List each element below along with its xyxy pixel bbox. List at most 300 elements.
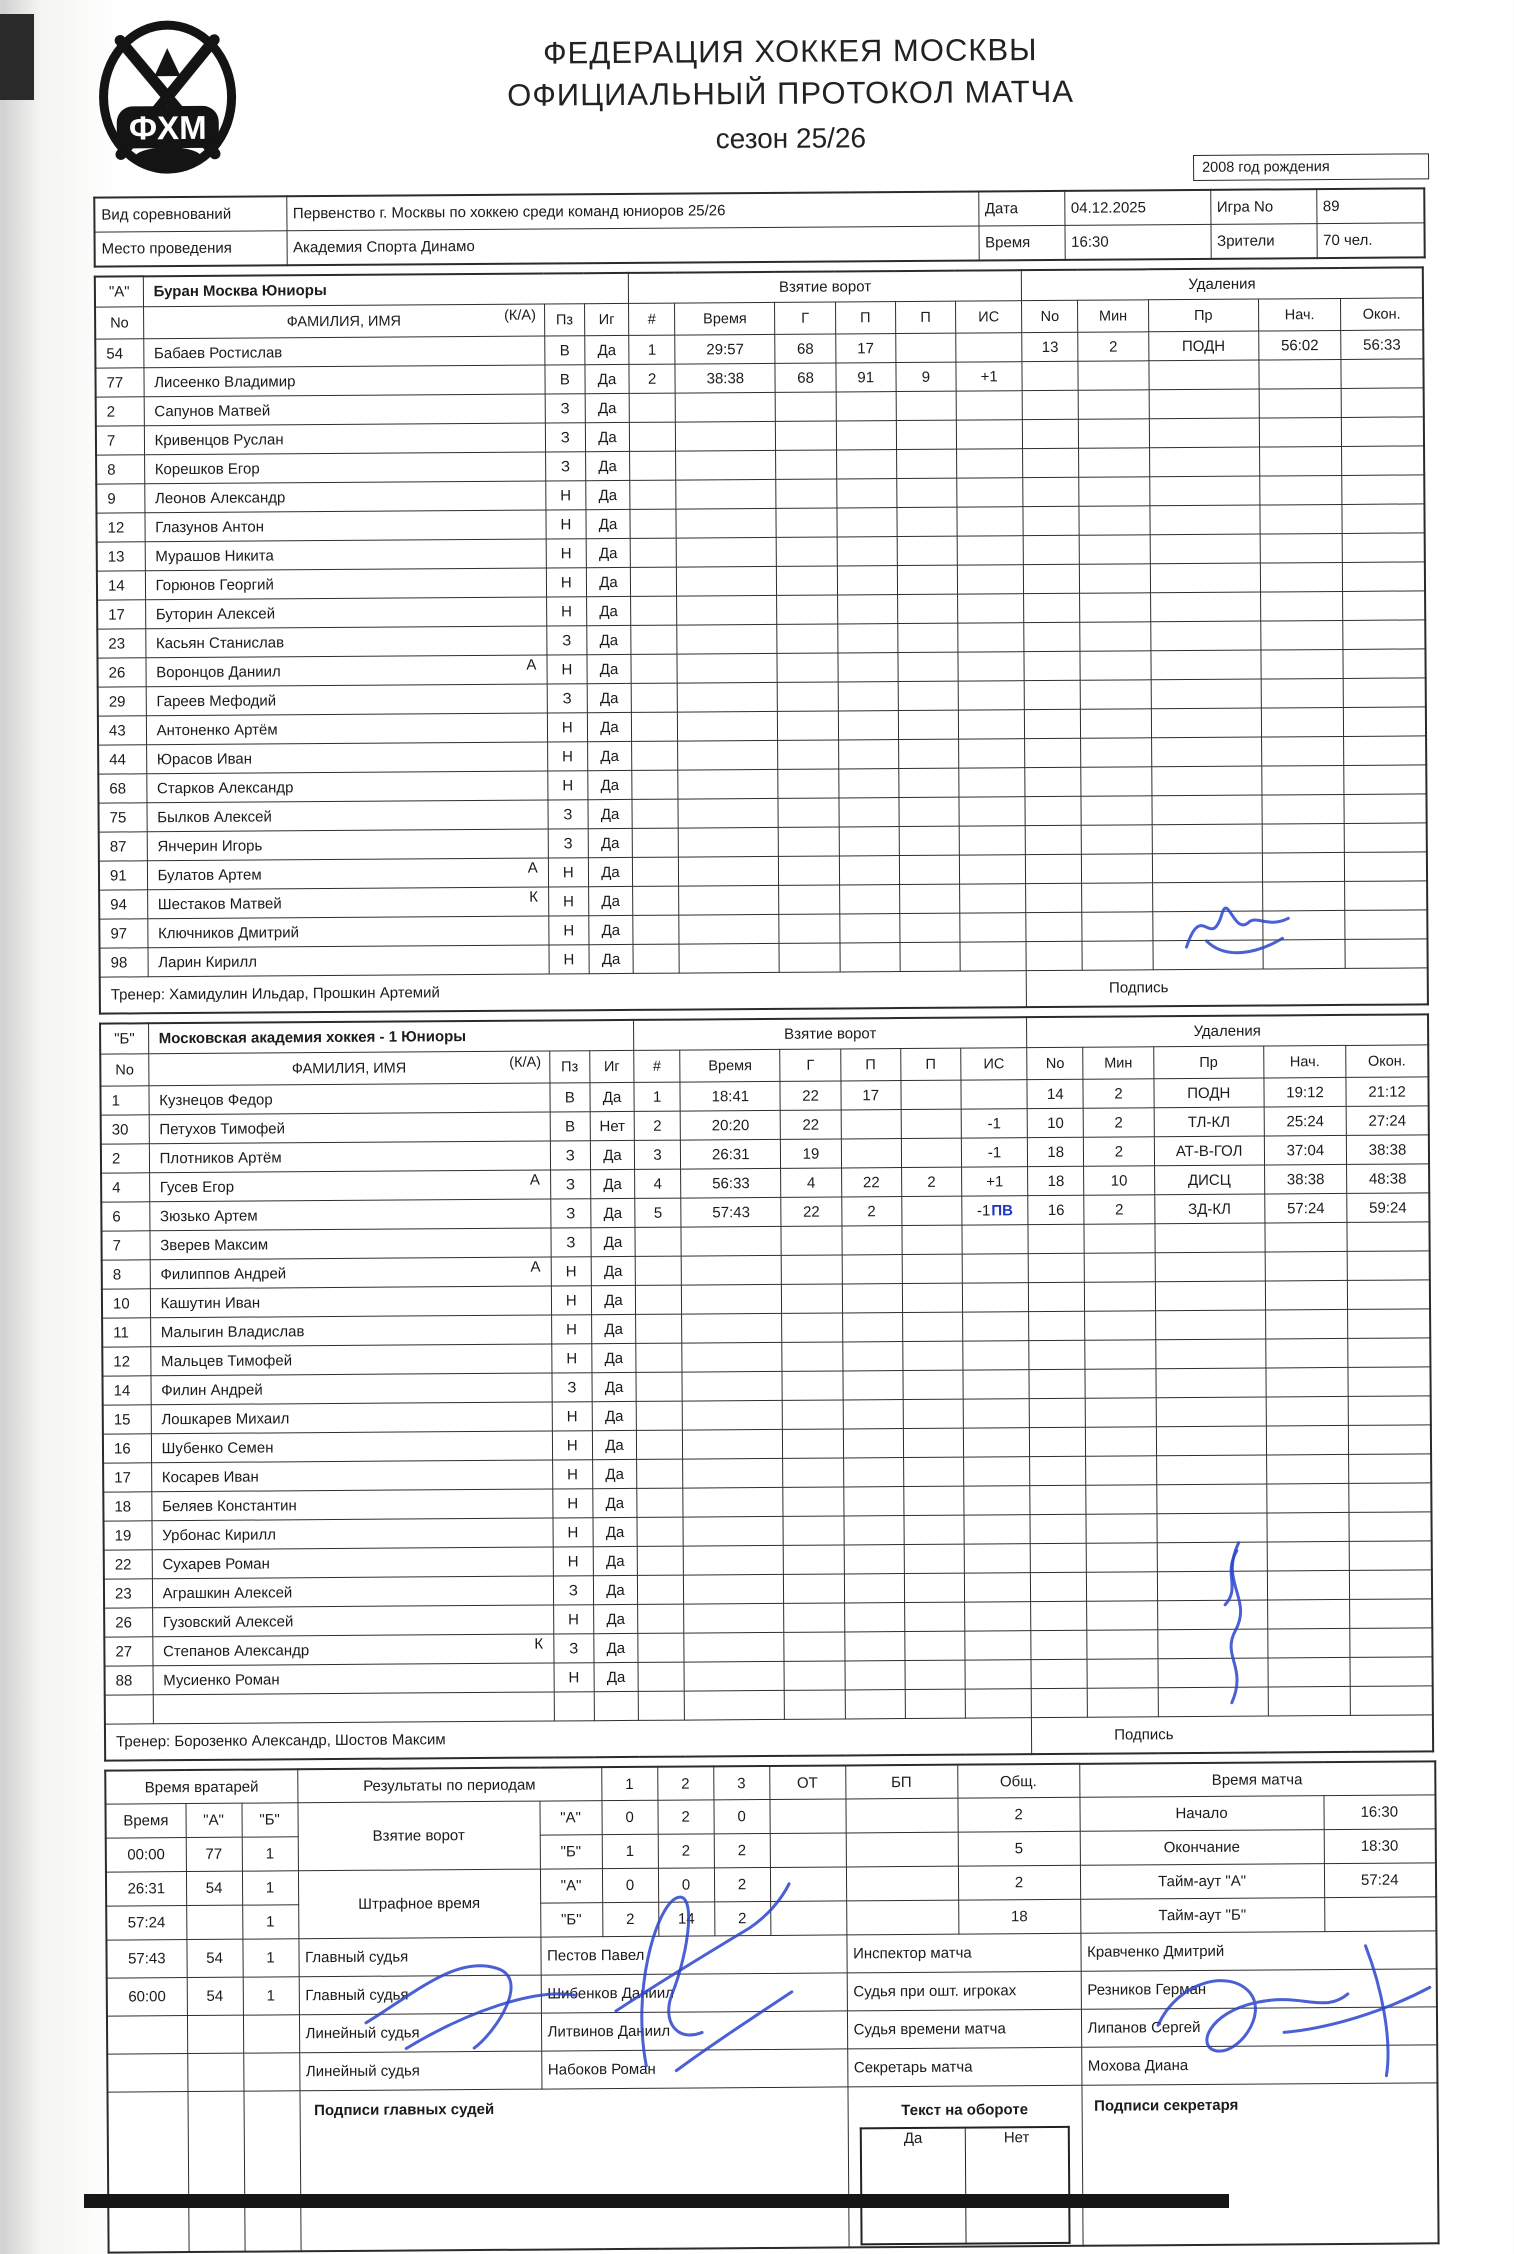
goalie-time-cell: 1 xyxy=(242,1871,298,1905)
goal-time xyxy=(683,1545,783,1575)
player-name-text: Гареев Мефодий xyxy=(156,691,277,710)
player-position: В xyxy=(545,336,585,365)
player-position: Н xyxy=(548,887,588,916)
goal-is xyxy=(963,1370,1029,1399)
official-name: Пестов Павел xyxy=(540,1935,846,1975)
pen-no: 18 xyxy=(1028,1166,1084,1195)
player-played: Да xyxy=(593,1604,637,1633)
player-position: В xyxy=(550,1083,590,1112)
goal-n xyxy=(633,944,679,973)
captain-letter: А xyxy=(527,859,538,877)
no-col-header: No xyxy=(95,307,143,339)
player-name-text: Лисеенко Владимир xyxy=(154,372,296,391)
goalie-time-cell: 77 xyxy=(186,1837,242,1871)
player-name-text: Корешков Егор xyxy=(154,460,260,478)
goal-is xyxy=(962,1283,1028,1312)
player-name xyxy=(149,1199,550,1231)
player-name-text: Юрасов Иван xyxy=(156,750,253,768)
pen-type xyxy=(1157,1542,1268,1572)
goal-time xyxy=(678,769,778,799)
player-name-text: Шестаков Матвей xyxy=(157,894,282,913)
goal-n xyxy=(633,915,679,944)
player-name xyxy=(150,1286,551,1318)
pen-type: ДИСЦ xyxy=(1154,1165,1265,1195)
player-position: Н xyxy=(547,742,587,771)
player-position: Н xyxy=(549,916,589,945)
pen-start xyxy=(1262,823,1344,853)
goal-is xyxy=(957,478,1023,507)
name-col-header xyxy=(143,304,544,339)
player-position: Н xyxy=(546,510,586,539)
player-no: 4 xyxy=(101,1173,149,1202)
player-no: 88 xyxy=(105,1666,153,1695)
player-played: Да xyxy=(587,683,631,712)
player-played: Да xyxy=(588,886,632,915)
goal-is xyxy=(965,1689,1031,1718)
goal-n xyxy=(632,741,678,770)
player-played: Да xyxy=(590,1082,634,1111)
goal-time xyxy=(676,508,776,538)
goal-is: +1 xyxy=(962,1167,1028,1196)
goal-is xyxy=(959,826,1025,855)
pen-no xyxy=(1029,1340,1085,1369)
player-no: 97 xyxy=(99,919,147,948)
player-name-text: Мусиенко Роман xyxy=(163,1670,280,1689)
pen-no xyxy=(1031,1601,1087,1630)
pen-start xyxy=(1259,446,1341,476)
pen-start xyxy=(1260,562,1342,592)
pen-min xyxy=(1087,1630,1157,1659)
player-position: Н xyxy=(551,1315,591,1344)
player-no: 12 xyxy=(102,1347,150,1376)
pen-no xyxy=(1024,593,1080,622)
period-value-cell xyxy=(770,1867,846,1902)
player-no: 29 xyxy=(98,687,146,716)
pen-min xyxy=(1086,1398,1156,1427)
player-position: Н xyxy=(552,1344,592,1373)
pen-min: 10 xyxy=(1084,1166,1154,1195)
player-no: 98 xyxy=(100,948,148,977)
player-name xyxy=(152,1518,553,1550)
goal-no-header: # xyxy=(629,303,675,335)
pen-type xyxy=(1155,1223,1266,1253)
period-value-cell xyxy=(845,1798,957,1833)
pen-no xyxy=(1025,796,1081,825)
player-position: З xyxy=(551,1199,591,1228)
player-position: З xyxy=(545,452,585,481)
goal-time xyxy=(676,479,776,509)
player-name-text: Петухов Тимофей xyxy=(159,1119,286,1138)
goal-assist2 xyxy=(897,594,957,623)
team-b-table xyxy=(99,1013,1434,1761)
player-name-text: Ключников Дмитрий xyxy=(157,923,300,942)
goal-n xyxy=(632,770,678,799)
goal-scorer xyxy=(784,1632,844,1661)
goal-assist1 xyxy=(844,1516,904,1545)
goal-scorer xyxy=(777,653,837,682)
goal-assist2 xyxy=(898,681,958,710)
pen-end xyxy=(1344,823,1427,853)
pen-no xyxy=(1029,1282,1085,1311)
goal-is xyxy=(964,1573,1030,1602)
player-name xyxy=(153,1692,554,1724)
goalie-time-cell: 60:00 xyxy=(107,1978,187,2017)
goal-scorer: 19 xyxy=(781,1139,841,1168)
goal-assist1 xyxy=(841,1110,901,1139)
player-no: 11 xyxy=(102,1318,150,1347)
signature-cell xyxy=(1032,1715,1434,1754)
goal-assist1 xyxy=(836,450,896,479)
goal-scorer xyxy=(784,1574,844,1603)
goal-is xyxy=(960,913,1026,942)
player-name-text: Бабаев Ростислав xyxy=(153,343,283,362)
player-played: Да xyxy=(593,1517,637,1546)
goal-scorer xyxy=(779,856,839,885)
pen-no xyxy=(1024,622,1080,651)
goal-assist1: 17 xyxy=(835,334,895,363)
goal-is xyxy=(956,333,1022,362)
goal-assist1 xyxy=(844,1545,904,1574)
period-value-cell: 0 xyxy=(602,1868,658,1902)
secretary-signature-label: Подписи секретаря xyxy=(1094,2096,1239,2115)
period-value-cell: 1 xyxy=(602,1834,658,1868)
goalie-time-cell: 1 xyxy=(242,1837,298,1871)
assist2-header: П xyxy=(895,301,955,333)
player-name xyxy=(148,945,549,977)
spectators-label: Зрители xyxy=(1210,224,1316,259)
player-no: 7 xyxy=(96,426,144,455)
goal-n xyxy=(630,480,676,509)
player-position: Н xyxy=(553,1489,593,1518)
goal-time: 57:43 xyxy=(681,1197,781,1227)
player-played: Да xyxy=(588,857,632,886)
pen-end: 48:38 xyxy=(1347,1164,1430,1194)
goal-n xyxy=(636,1343,682,1372)
periods-goals-label: Взятие ворот xyxy=(297,1801,539,1871)
goalie-time-cell: 57:43 xyxy=(106,1940,186,1979)
goal-time xyxy=(678,711,778,741)
pen-type xyxy=(1151,679,1262,709)
goal-n xyxy=(631,683,677,712)
player-position: В xyxy=(545,365,585,394)
player-no: 15 xyxy=(103,1405,151,1434)
pen-no xyxy=(1026,854,1082,883)
pen-end xyxy=(1345,939,1428,969)
player-name-text: Сапунов Матвей xyxy=(154,401,271,420)
player-position: Н xyxy=(546,481,586,510)
pen-start xyxy=(1266,1338,1348,1368)
goal-assist2 xyxy=(904,1573,964,1602)
goal-is xyxy=(962,1254,1028,1283)
player-position: Н xyxy=(546,597,586,626)
player-name xyxy=(147,829,548,861)
ig-col-header: Иг xyxy=(590,1050,634,1082)
player-played: Да xyxy=(585,393,629,422)
pen-start: 38:38 xyxy=(1264,1164,1346,1194)
goalie-col-header: "А" xyxy=(185,1803,241,1837)
goal-time xyxy=(679,914,779,944)
goal-is xyxy=(958,652,1024,681)
player-name xyxy=(151,1460,552,1492)
captain-letter: К xyxy=(534,1635,544,1653)
goal-scorer xyxy=(778,740,838,769)
goal-scorer: 4 xyxy=(781,1168,841,1197)
pen-type xyxy=(1151,737,1262,767)
period-value-cell: 5 xyxy=(958,1831,1080,1866)
goal-assist1 xyxy=(844,1603,904,1632)
pen-start xyxy=(1265,1222,1347,1252)
player-name-text: Ларин Кирилл xyxy=(158,953,257,971)
period-team-cell: "Б" xyxy=(540,1835,602,1869)
official-name: Набоков Роман xyxy=(541,2049,847,2089)
goal-assist2 xyxy=(897,507,957,536)
pen-no: 18 xyxy=(1028,1137,1084,1166)
document-header xyxy=(92,9,1429,176)
player-no: 19 xyxy=(104,1521,152,1550)
period-value-cell: 0 xyxy=(601,1800,657,1834)
pen-min xyxy=(1080,535,1150,564)
goal-assist1 xyxy=(843,1371,903,1400)
pen-min-header: Мин xyxy=(1083,1047,1153,1079)
player-name xyxy=(151,1402,552,1434)
goal-time xyxy=(676,450,776,480)
player-no: 14 xyxy=(97,571,145,600)
goalie-time-cell xyxy=(107,2016,187,2055)
goal-time xyxy=(684,1603,784,1633)
goal-scorer xyxy=(776,421,836,450)
goal-n xyxy=(638,1691,684,1720)
goal-is xyxy=(959,855,1025,884)
period-col-header: БП xyxy=(845,1765,957,1799)
official-name-right: Кравченко Дмитрий xyxy=(1080,1931,1436,1971)
player-name-text: Воронцов Даниил xyxy=(156,662,281,681)
goal-scorer xyxy=(783,1516,843,1545)
page-title: ФЕДЕРАЦИЯ ХОККЕЯ МОСКВЫ xyxy=(542,32,1038,71)
player-played: Да xyxy=(594,1633,638,1662)
player-name xyxy=(152,1576,553,1608)
goal-assist1 xyxy=(838,769,898,798)
goal-is xyxy=(958,623,1024,652)
goal-time xyxy=(678,798,778,828)
is-header: ИС xyxy=(961,1048,1027,1080)
goal-is xyxy=(958,710,1024,739)
goal-is xyxy=(958,681,1024,710)
reverse-text-label: Текст на обороте xyxy=(901,2101,1029,2120)
pen-no xyxy=(1024,680,1080,709)
player-name xyxy=(152,1634,553,1666)
pen-min xyxy=(1081,738,1151,767)
player-name-text: Кузнецов Федор xyxy=(159,1090,273,1109)
goal-assist1 xyxy=(836,421,896,450)
pen-min xyxy=(1078,361,1148,390)
ig-col-header: Иг xyxy=(584,303,628,335)
pen-min xyxy=(1085,1282,1155,1311)
player-name-text: Буторин Алексей xyxy=(155,604,276,623)
pen-no xyxy=(1026,883,1082,912)
goal-assist2 xyxy=(903,1399,963,1428)
goal-assist2 xyxy=(899,768,959,797)
player-played: Да xyxy=(592,1430,636,1459)
pen-no xyxy=(1023,448,1079,477)
goal-n: 5 xyxy=(635,1198,681,1227)
period-value-cell: 2 xyxy=(714,1867,770,1901)
pen-min xyxy=(1087,1572,1157,1601)
pen-min xyxy=(1086,1514,1156,1543)
pen-type xyxy=(1152,882,1263,912)
match-time-value: 16:30 xyxy=(1323,1795,1435,1830)
goal-time xyxy=(684,1574,784,1604)
pen-start-header: Нач. xyxy=(1264,1045,1346,1078)
player-no: 30 xyxy=(101,1115,149,1144)
player-position: Н xyxy=(546,568,586,597)
pen-end xyxy=(1343,707,1426,737)
player-position: Н xyxy=(548,771,588,800)
period-value-cell: 2 xyxy=(657,1800,713,1834)
scan-bottom-artifact xyxy=(84,2194,1229,2208)
goal-n: 3 xyxy=(634,1140,680,1169)
goal-time xyxy=(676,421,776,451)
goal-scorer xyxy=(778,798,838,827)
goal-scorer xyxy=(782,1371,842,1400)
player-position: З xyxy=(548,829,588,858)
pen-type: ТЛ-КЛ xyxy=(1154,1107,1265,1137)
goal-is: -1 xyxy=(961,1138,1027,1167)
goal-n xyxy=(635,1227,681,1256)
pen-type xyxy=(1156,1455,1267,1485)
period-col-header: Общ. xyxy=(957,1764,1079,1798)
pen-start xyxy=(1267,1599,1349,1629)
goal-assist1 xyxy=(844,1632,904,1661)
logo-text: ФХМ xyxy=(128,108,207,147)
player-no: 8 xyxy=(96,455,144,484)
official-name-right: Резников Герман xyxy=(1081,1969,1437,2009)
pen-min xyxy=(1078,390,1148,419)
goal-time xyxy=(683,1487,783,1517)
pen-no-header: No xyxy=(1022,300,1078,332)
team-a-table xyxy=(94,266,1429,1014)
period-value-cell: 2 xyxy=(658,1834,714,1868)
pen-start: 56:02 xyxy=(1259,330,1341,360)
pen-type xyxy=(1149,447,1260,477)
pen-end xyxy=(1341,417,1424,447)
goal-scorer-header: Г xyxy=(775,302,835,334)
team-name: Буран Москва Юниоры xyxy=(143,273,629,307)
official-role: Главный судья xyxy=(299,1975,541,2015)
player-position: Н xyxy=(548,858,588,887)
official-role-right: Судья времени матча xyxy=(847,2009,1081,2049)
pen-min: 2 xyxy=(1078,332,1148,361)
player-played: Да xyxy=(591,1256,635,1285)
pen-type xyxy=(1152,853,1263,883)
goal-assist2: 9 xyxy=(896,362,956,391)
goal-n xyxy=(638,1662,684,1691)
pen-type-header: Пр xyxy=(1153,1046,1264,1079)
goal-time xyxy=(675,392,775,422)
pen-no xyxy=(1030,1456,1086,1485)
goal-scorer xyxy=(779,827,839,856)
pen-start xyxy=(1260,533,1342,563)
pen-no xyxy=(1026,912,1082,941)
goal-time xyxy=(682,1284,782,1314)
goal-assist1 xyxy=(838,740,898,769)
goal-assist1 xyxy=(842,1342,902,1371)
pen-end xyxy=(1343,678,1426,708)
judges-signatures-cell xyxy=(300,2087,849,2251)
player-name xyxy=(146,742,547,774)
period-value-cell: 2 xyxy=(714,1901,770,1935)
player-no: 44 xyxy=(98,745,146,774)
goal-scorer: 22 xyxy=(781,1110,841,1139)
player-played: Да xyxy=(592,1459,636,1488)
pen-start xyxy=(1260,591,1342,621)
match-time-label: Тайм-аут "А" xyxy=(1080,1864,1324,1900)
pen-start xyxy=(1267,1483,1349,1513)
player-name xyxy=(145,626,546,658)
player-no: 91 xyxy=(99,861,147,890)
pen-no: 16 xyxy=(1028,1195,1084,1224)
pz-col-header: Пз xyxy=(550,1051,590,1083)
goal-scorer xyxy=(785,1690,845,1719)
pen-start xyxy=(1266,1396,1348,1426)
goal-time xyxy=(677,595,777,625)
player-name xyxy=(146,771,547,803)
pen-no xyxy=(1023,506,1079,535)
goal-time: 26:31 xyxy=(681,1139,781,1169)
pen-type xyxy=(1155,1339,1266,1369)
period-team-cell: "А" xyxy=(540,1869,602,1903)
pen-end xyxy=(1343,620,1426,650)
scan-corner-artifact xyxy=(0,14,34,100)
goal-time xyxy=(677,682,777,712)
goal-n xyxy=(633,886,679,915)
pen-start xyxy=(1266,1367,1348,1397)
match-time-value: 57:24 xyxy=(1324,1863,1436,1898)
goal-assist1 xyxy=(837,508,897,537)
pen-start xyxy=(1263,910,1345,940)
player-name-text: Кашутин Иван xyxy=(160,1294,261,1312)
goal-time: 56:33 xyxy=(681,1168,781,1198)
player-name-text: Филин Андрей xyxy=(161,1381,263,1399)
penalties-section-title: Удаления xyxy=(1021,267,1422,300)
player-name-text: Беляев Константин xyxy=(161,1496,297,1515)
official-name: Шибенков Даниил xyxy=(541,1973,847,2013)
goal-n xyxy=(636,1430,682,1459)
goal-assist2 xyxy=(902,1225,962,1254)
goal-n xyxy=(638,1604,684,1633)
player-name-text: Антоненко Артём xyxy=(156,720,278,739)
pen-start xyxy=(1267,1570,1349,1600)
player-name-text: Гусев Егор xyxy=(159,1178,235,1196)
goal-assist1 xyxy=(840,943,900,972)
player-name xyxy=(145,510,546,542)
player-played: Да xyxy=(585,451,629,480)
pen-type xyxy=(1149,389,1260,419)
goal-n xyxy=(635,1285,681,1314)
pen-type xyxy=(1150,534,1261,564)
goal-assist1 xyxy=(843,1487,903,1516)
goalie-col-header: "Б" xyxy=(241,1803,297,1837)
pen-min xyxy=(1086,1456,1156,1485)
player-position: Н xyxy=(547,713,587,742)
goal-is: +1 xyxy=(956,362,1022,391)
pen-end xyxy=(1348,1367,1431,1397)
goal-is xyxy=(964,1544,1030,1573)
pen-no xyxy=(1025,825,1081,854)
pen-end xyxy=(1348,1338,1431,1368)
empty-goalie-cell xyxy=(187,2091,244,2252)
pen-end: 27:24 xyxy=(1346,1106,1429,1136)
player-played: Да xyxy=(592,1372,636,1401)
